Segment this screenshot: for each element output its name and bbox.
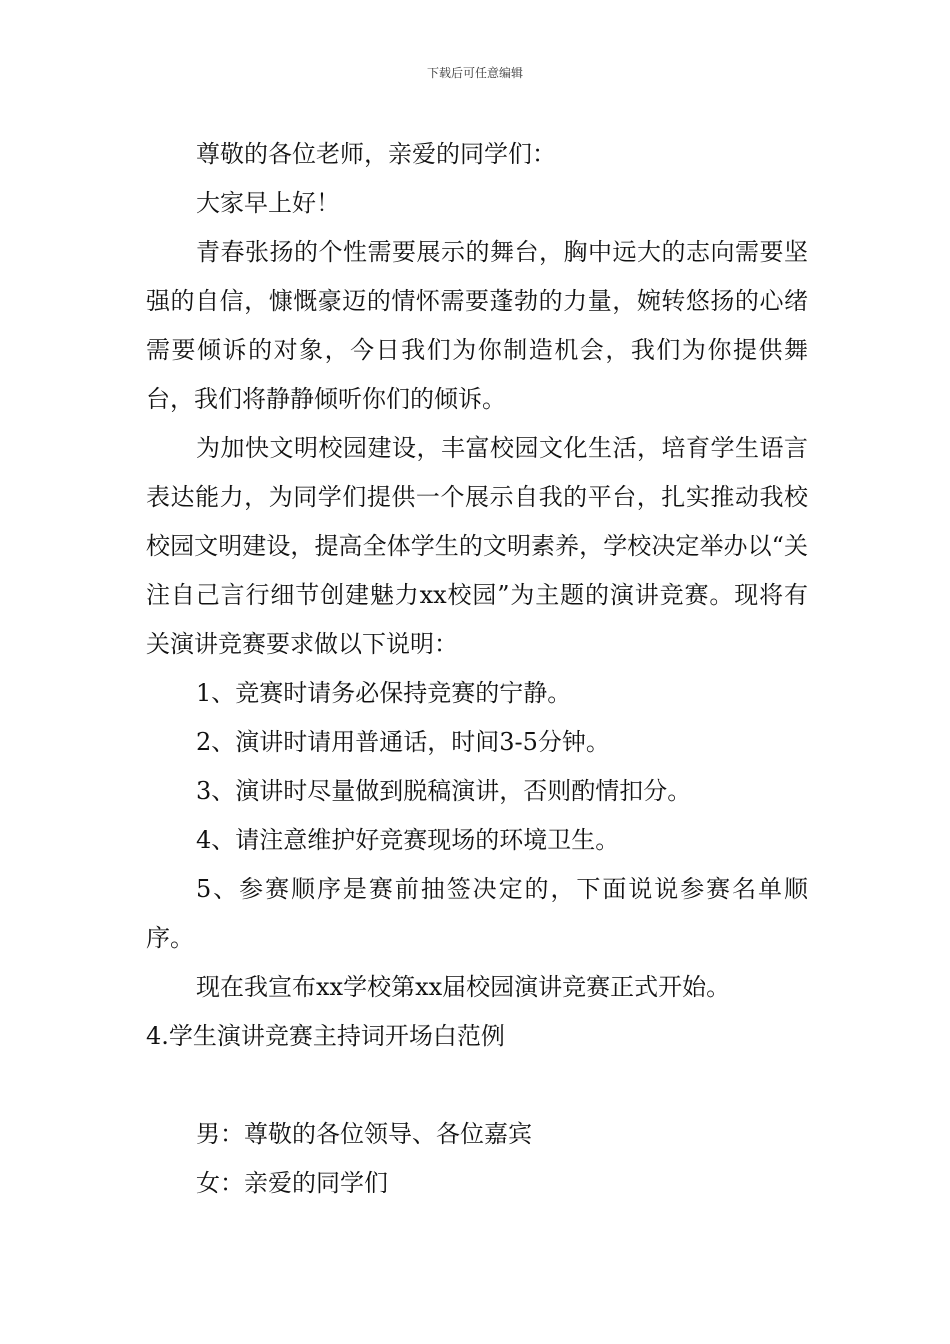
- rule-item-5: 5、参赛顺序是赛前抽签决定的，下面说说参赛名单顺序。: [146, 875, 808, 952]
- salutation: 尊敬的各位老师，亲爱的同学们：: [196, 140, 556, 168]
- opening-announcement: 现在我宣布xx学校第xx届校园演讲竞赛正式开始。: [196, 973, 731, 1001]
- rule-item-4: 4、请注意维护好竞赛现场的环境卫生。: [196, 826, 620, 854]
- greeting: 大家早上好！: [196, 189, 340, 217]
- page-header-note: 下载后可任意编辑: [426, 66, 523, 80]
- section-heading: 4.学生演讲竞赛主持词开场白范例: [146, 1022, 505, 1050]
- rule-item-2: 2、演讲时请用普通话，时间3-5分钟。: [196, 728, 610, 756]
- host-line-male: 男：尊敬的各位领导、各位嘉宾: [196, 1120, 532, 1148]
- rule-item-1: 1、竞赛时请务必保持竞赛的宁静。: [196, 679, 572, 707]
- host-line-female: 女：亲爱的同学们: [196, 1169, 388, 1197]
- paragraph-purpose: 为加快文明校园建设，丰富校园文化生活，培育学生语言表达能力，为同学们提供一个展示自我的平台，扎实推动我校校园文明建设，提高全体学生的文明素养，学校决定举办以“关注自己言行细节创建魅力xx校园”为主题的演讲竞赛。现将有关演讲竞赛要求做以下说明：: [146, 434, 808, 658]
- blank-line: [146, 1061, 808, 1110]
- paragraph-intro: 青春张扬的个性需要展示的舞台，胸中远大的志向需要坚强的自信，慷慨豪迈的情怀需要蓬勃的力量，婉转悠扬的心绪需要倾诉的对象，今日我们为你制造机会，我们为你提供舞台，我们将静静倾听你们的倾诉。: [146, 238, 808, 413]
- document-body: [146, 130, 808, 1208]
- rule-item-3: 3、演讲时尽量做到脱稿演讲，否则酌情扣分。: [196, 777, 692, 805]
